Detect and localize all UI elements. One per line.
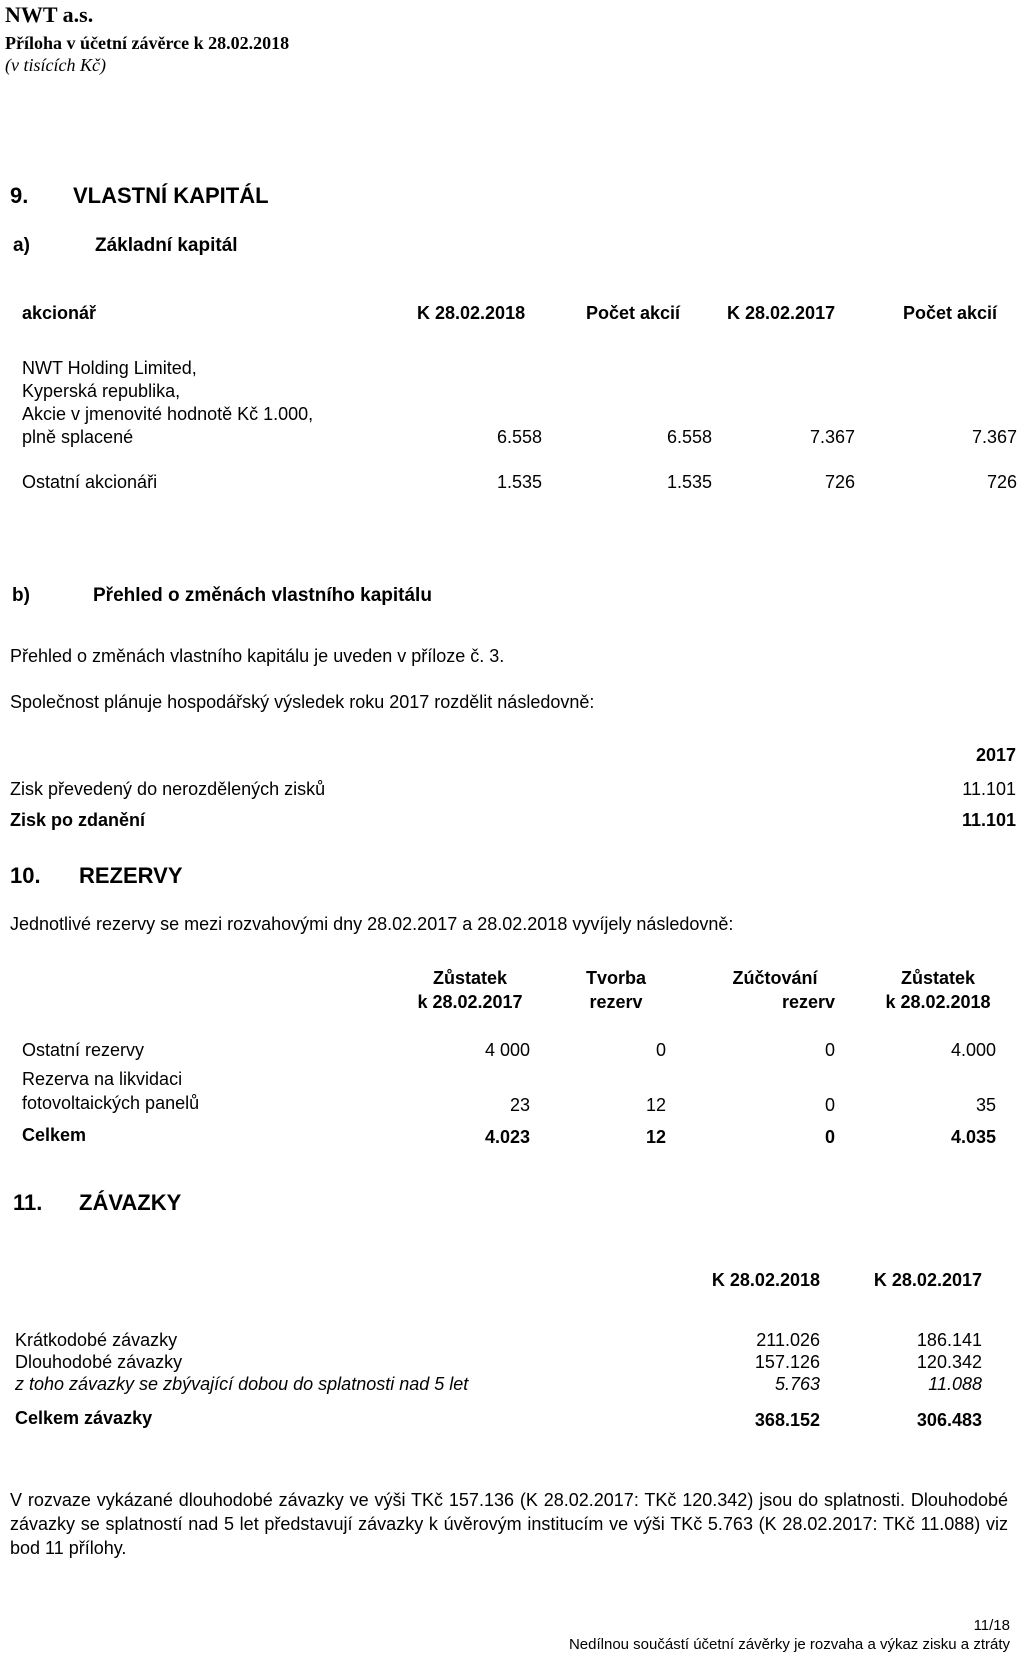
table-cell: 7.367 xyxy=(809,427,855,447)
table-cell: 4.023 xyxy=(484,1127,530,1147)
provisions-intro: Jednotlivé rezervy se mezi rozvahovými dny 28.02.2017 a 28.02.2018 vyvíjely následovně: xyxy=(10,914,734,934)
table-cell: 6.558 xyxy=(666,427,712,447)
table-cell: 726 xyxy=(986,472,1017,492)
table-cell: 7.367 xyxy=(971,427,1017,447)
profit-distribution-intro: Společnost plánuje hospodářský výsledek roku 2017 rozdělit následovně: xyxy=(10,692,595,712)
table-cell: 1.535 xyxy=(666,472,712,492)
table-cell: 306.483 xyxy=(916,1410,982,1430)
row-label: Krátkodobé závazky xyxy=(15,1330,178,1350)
column-header: k 28.02.2017 xyxy=(417,992,523,1012)
column-header-year: 2017 xyxy=(975,745,1016,765)
section-11-number: 11. xyxy=(13,1190,43,1215)
table-cell: 0 xyxy=(824,1040,835,1060)
row-label: Zisk převedený do nerozdělených zisků xyxy=(10,779,326,799)
table-cell: 12 xyxy=(645,1095,666,1115)
table-cell: 4 000 xyxy=(484,1040,530,1060)
page-number: 11/18 xyxy=(973,1617,1010,1634)
document-subtitle: Příloha v účetní závěrce k 28.02.2018 xyxy=(5,33,290,53)
subsection-a-letter: a) xyxy=(13,235,30,256)
liabilities-paragraph: V rozvaze vykázané dlouhodobé závazky ve výši TKč 157.136 (K 28.02.2017: TKč 120.342) jsou do splatnosti. Dlouhodobé závazky se splatností nad 5 let představují závazky k úvěrovým institucím ve výši TKč 5.763 (K 28.02.2017: TKč 11.088) viz bod 11 přílohy. xyxy=(10,1490,1008,1558)
company-name: NWT a.s. xyxy=(5,2,94,27)
row-label: Celkem xyxy=(22,1125,87,1145)
row-label: fotovoltaických panelů xyxy=(22,1093,200,1113)
row-label: Ostatní rezervy xyxy=(22,1040,145,1060)
table-cell: 4.035 xyxy=(950,1127,996,1147)
column-header: Tvorba xyxy=(585,968,646,988)
table-cell: 1.535 xyxy=(496,472,542,492)
column-header: k 28.02.2018 xyxy=(885,992,991,1012)
section-9-title: VLASTNÍ KAPITÁL xyxy=(73,183,269,208)
table-cell: 0 xyxy=(824,1127,835,1147)
table-cell: 35 xyxy=(975,1095,996,1115)
row-name-line: NWT Holding Limited, xyxy=(22,358,197,378)
column-header: Zůstatek xyxy=(432,968,508,988)
column-header-shareholder: akcionář xyxy=(22,303,97,323)
row-label: Rezerva na likvidaci xyxy=(22,1069,183,1089)
row-label: z toho závazky se zbývající dobou do splatnosti nad 5 let xyxy=(15,1374,469,1394)
table-cell: 726 xyxy=(824,472,855,492)
table-cell: 0 xyxy=(655,1040,666,1060)
footer-note: Nedílnou součástí účetní závěrky je rozvaha a výkaz zisku a ztráty xyxy=(568,1636,1010,1653)
column-header-shares-2017: Počet akcií xyxy=(903,303,998,323)
section-10-title: REZERVY xyxy=(79,863,183,888)
row-label: Dlouhodobé závazky xyxy=(15,1352,183,1372)
section-10-number: 10. xyxy=(10,863,41,888)
row-name-line: Akcie v jmenovité hodnotě Kč 1.000, xyxy=(22,404,314,424)
row-name-line: Ostatní akcionáři xyxy=(22,472,158,492)
column-header-2017: K 28.02.2017 xyxy=(873,1270,982,1290)
column-header-2018: K 28.02.2018 xyxy=(711,1270,820,1290)
units-note: (v tisících Kč) xyxy=(5,55,106,75)
table-cell: 12 xyxy=(645,1127,666,1147)
row-name-line: plně splacené xyxy=(22,427,134,447)
subsection-b-title: Přehled o změnách vlastního kapitálu xyxy=(93,585,432,606)
table-cell: 0 xyxy=(824,1095,835,1115)
column-header: rezerv xyxy=(589,992,643,1012)
table-cell: 11.101 xyxy=(962,779,1016,799)
table-cell: 157.126 xyxy=(754,1352,820,1372)
table-cell: 368.152 xyxy=(754,1410,820,1430)
equity-changes-note: Přehled o změnách vlastního kapitálu je uveden v příloze č. 3. xyxy=(10,646,505,666)
table-cell: 11.088 xyxy=(928,1374,982,1394)
table-cell: 120.342 xyxy=(916,1352,982,1372)
column-header: rezerv xyxy=(781,992,835,1012)
column-header: Zúčtování xyxy=(732,968,818,988)
row-label: Celkem závazky xyxy=(15,1408,153,1428)
section-11-title: ZÁVAZKY xyxy=(79,1190,182,1215)
row-label: Zisk po zdanění xyxy=(10,810,146,830)
row-name-line: Kyperská republika, xyxy=(22,381,181,401)
subsection-b-letter: b) xyxy=(12,585,30,606)
column-header-2017: K 28.02.2017 xyxy=(727,303,836,323)
table-cell: 6.558 xyxy=(496,427,542,447)
table-cell: 5.763 xyxy=(774,1374,820,1394)
table-cell: 186.141 xyxy=(916,1330,982,1350)
column-header-2018: K 28.02.2018 xyxy=(417,303,526,323)
table-cell: 11.101 xyxy=(961,810,1016,830)
column-header-shares-2018: Počet akcií xyxy=(586,303,681,323)
column-header: Zůstatek xyxy=(900,968,976,988)
table-cell: 211.026 xyxy=(756,1330,820,1350)
subsection-a-title: Základní kapitál xyxy=(95,235,238,256)
section-9-number: 9. xyxy=(10,183,29,208)
table-cell: 4.000 xyxy=(950,1040,996,1060)
table-cell: 23 xyxy=(509,1095,530,1115)
